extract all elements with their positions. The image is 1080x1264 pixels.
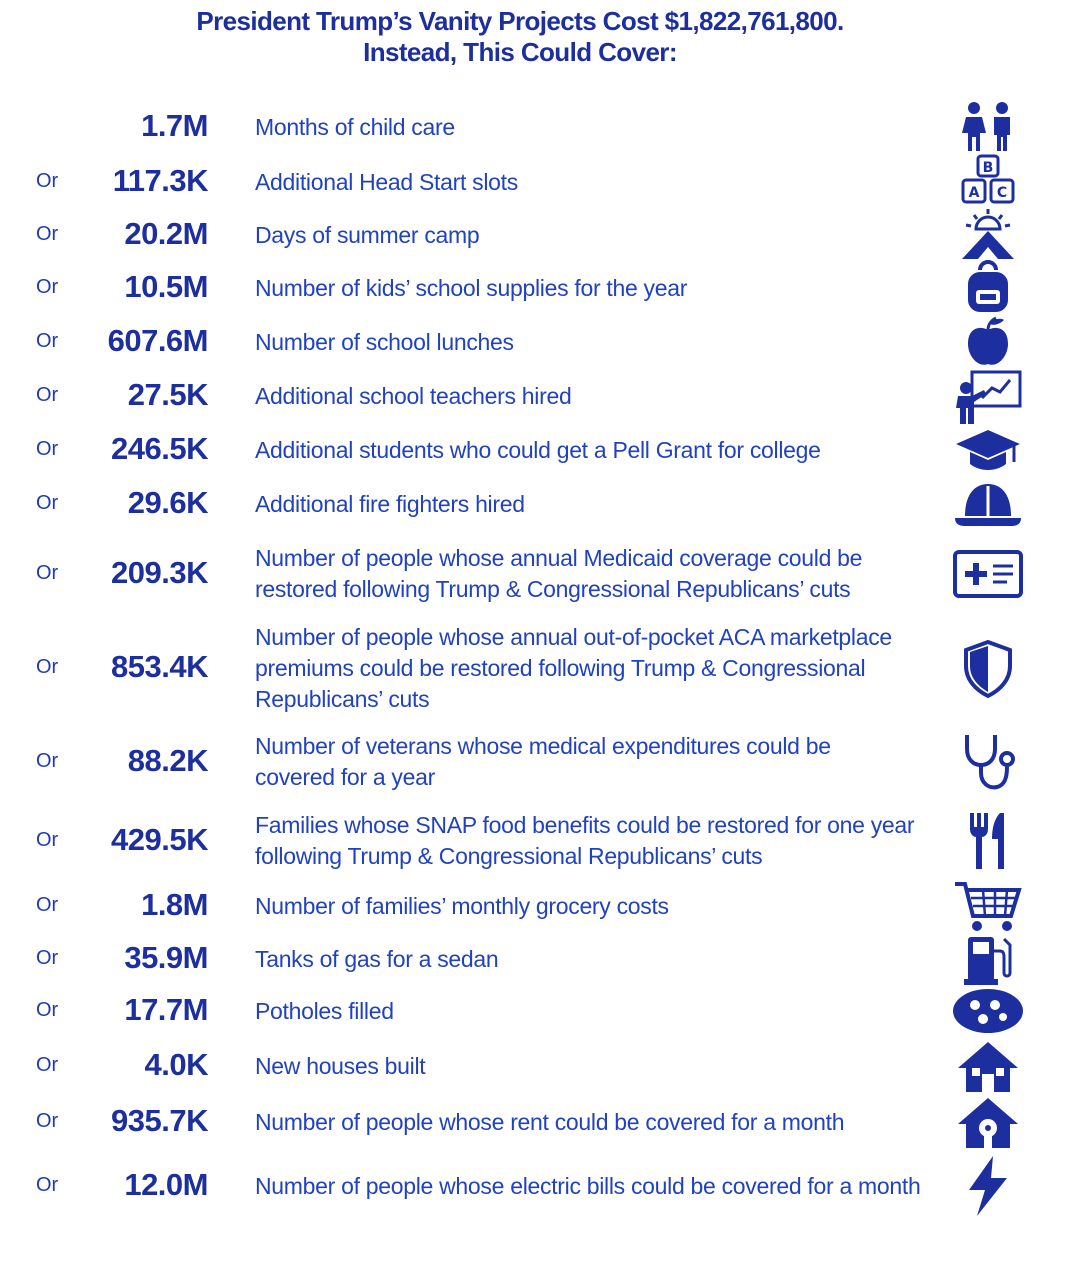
apple-icon bbox=[950, 314, 1026, 370]
svg-text:A: A bbox=[968, 185, 980, 201]
backpack-icon bbox=[950, 260, 1026, 316]
cost-value: 88.2K bbox=[127, 743, 208, 778]
item-description bbox=[255, 273, 935, 304]
item-description bbox=[255, 112, 935, 143]
item-description bbox=[255, 1051, 935, 1082]
shopping-cart-icon bbox=[950, 878, 1026, 934]
cost-value: 17.7M bbox=[124, 992, 208, 1027]
item-description bbox=[255, 327, 935, 358]
description-line: Number of people whose rent could be covered for a month bbox=[255, 1108, 845, 1135]
cost-value: 853.4K bbox=[111, 649, 208, 684]
description-line: Additional school teachers hired bbox=[255, 382, 572, 409]
or-label: Or bbox=[36, 1110, 59, 1132]
description-line: covered for a year bbox=[255, 764, 435, 790]
teacher-board-icon bbox=[950, 368, 1026, 424]
or-label: Or bbox=[36, 438, 59, 460]
item-description bbox=[255, 220, 935, 251]
item-description bbox=[255, 731, 935, 793]
cost-value: 10.5M bbox=[124, 269, 208, 304]
or-label: Or bbox=[36, 223, 59, 245]
list-item bbox=[0, 886, 1080, 926]
description-line: Families whose SNAP food benefits could be restored for one year bbox=[255, 812, 915, 838]
description-line: Number of veterans whose medical expenditures could be bbox=[255, 733, 831, 759]
or-label: Or bbox=[36, 750, 59, 772]
cost-value: 935.7K bbox=[111, 1103, 208, 1138]
item-description bbox=[255, 381, 935, 412]
description-line: Number of people whose annual out-of-pocket ACA marketplace bbox=[255, 623, 892, 650]
cost-value: 29.6K bbox=[127, 485, 208, 520]
or-label: Or bbox=[36, 492, 59, 514]
shield-icon bbox=[950, 640, 1026, 696]
cost-value: 429.5K bbox=[111, 822, 208, 857]
item-description bbox=[255, 167, 935, 198]
list-item bbox=[0, 1166, 1080, 1206]
list-item bbox=[0, 543, 1080, 605]
or-label: Or bbox=[36, 999, 59, 1021]
cost-value: 607.6M bbox=[107, 323, 208, 358]
or-label: Or bbox=[36, 384, 59, 406]
description-line: Number of people whose electric bills could be covered for a month bbox=[255, 1172, 921, 1199]
description-line: Number of kids’ school supplies for the year bbox=[255, 274, 688, 301]
list-item bbox=[0, 215, 1080, 255]
house-icon bbox=[950, 1038, 1026, 1094]
description-line: New houses built bbox=[255, 1052, 426, 1079]
item-description bbox=[255, 435, 935, 466]
or-label: Or bbox=[36, 562, 59, 584]
description-line: Number of families’ monthly grocery costs bbox=[255, 892, 669, 919]
or-label: Or bbox=[36, 1054, 59, 1076]
page-title bbox=[0, 6, 1040, 68]
list-item bbox=[0, 939, 1080, 979]
house-keyhole-icon bbox=[950, 1094, 1026, 1150]
list-item bbox=[0, 1046, 1080, 1086]
graduation-cap-icon bbox=[950, 422, 1026, 478]
description-line: Number of school lunches bbox=[255, 328, 514, 355]
list-item bbox=[0, 991, 1080, 1031]
cost-value: 27.5K bbox=[127, 377, 208, 412]
firefighter-helmet-icon bbox=[950, 476, 1026, 532]
or-label: Or bbox=[36, 170, 59, 192]
or-label: Or bbox=[36, 656, 59, 678]
list-item bbox=[0, 622, 1080, 715]
list-item bbox=[0, 322, 1080, 362]
cost-value: 1.7M bbox=[141, 108, 208, 143]
item-description bbox=[255, 996, 935, 1027]
or-label: Or bbox=[36, 947, 59, 969]
cost-value: 20.2M bbox=[124, 216, 208, 251]
svg-text:C: C bbox=[996, 185, 1008, 201]
title-line-1: President Trump’s Vanity Projects Cost $1,822,761,800. bbox=[196, 6, 844, 36]
item-description bbox=[255, 891, 935, 922]
list-item bbox=[0, 162, 1080, 202]
description-line: Months of child care bbox=[255, 113, 455, 140]
abc-blocks-icon bbox=[950, 154, 1026, 210]
cost-value: 12.0M bbox=[124, 1167, 208, 1202]
children-icon bbox=[950, 99, 1026, 155]
medical-card-icon bbox=[950, 546, 1026, 602]
list-item bbox=[0, 268, 1080, 308]
cost-value: 117.3K bbox=[112, 163, 208, 198]
title-line-2: Instead, This Could Cover: bbox=[363, 37, 677, 67]
lightning-bolt-icon bbox=[950, 1158, 1026, 1214]
item-description bbox=[255, 810, 935, 872]
gas-pump-icon bbox=[950, 931, 1026, 987]
item-description bbox=[255, 622, 935, 715]
list-item bbox=[0, 430, 1080, 470]
list-item bbox=[0, 376, 1080, 416]
item-description bbox=[255, 944, 935, 975]
item-description bbox=[255, 489, 935, 520]
description-line: Number of people whose annual Medicaid coverage could be bbox=[255, 545, 863, 571]
or-label: Or bbox=[36, 1174, 59, 1196]
cost-value: 1.8M bbox=[141, 887, 208, 922]
description-line: Additional fire fighters hired bbox=[255, 490, 525, 517]
or-label: Or bbox=[36, 276, 59, 298]
description-line: restored following Trump & Congressional Republicans’ cuts bbox=[255, 576, 851, 602]
item-description bbox=[255, 543, 935, 605]
description-line: premiums could be restored following Trump & Congressional bbox=[255, 654, 866, 681]
item-description bbox=[255, 1107, 935, 1138]
description-line: Days of summer camp bbox=[255, 221, 480, 248]
cost-value: 246.5K bbox=[111, 431, 208, 466]
list-item bbox=[0, 810, 1080, 872]
description-line: Republicans’ cuts bbox=[255, 685, 430, 712]
pothole-icon bbox=[950, 983, 1026, 1039]
description-line: following Trump & Congressional Republicans’ cuts bbox=[255, 843, 763, 869]
description-line: Additional students who could get a Pell Grant for college bbox=[255, 436, 821, 463]
or-label: Or bbox=[36, 894, 59, 916]
list-item bbox=[0, 484, 1080, 524]
description-line: Additional Head Start slots bbox=[255, 168, 518, 195]
or-label: Or bbox=[36, 829, 59, 851]
cost-value: 35.9M bbox=[124, 940, 208, 975]
description-line: Tanks of gas for a sedan bbox=[255, 945, 499, 972]
list-item bbox=[0, 107, 1080, 147]
item-description bbox=[255, 1171, 935, 1202]
or-label: Or bbox=[36, 330, 59, 352]
list-item bbox=[0, 1102, 1080, 1142]
cost-value: 4.0K bbox=[144, 1047, 208, 1082]
fork-knife-icon bbox=[950, 813, 1026, 869]
description-line: Potholes filled bbox=[255, 997, 394, 1024]
camp-tent-sun-icon bbox=[950, 207, 1026, 263]
stethoscope-icon bbox=[950, 734, 1026, 790]
list-item bbox=[0, 731, 1080, 793]
cost-value: 209.3K bbox=[111, 555, 208, 590]
svg-text:B: B bbox=[982, 160, 994, 176]
